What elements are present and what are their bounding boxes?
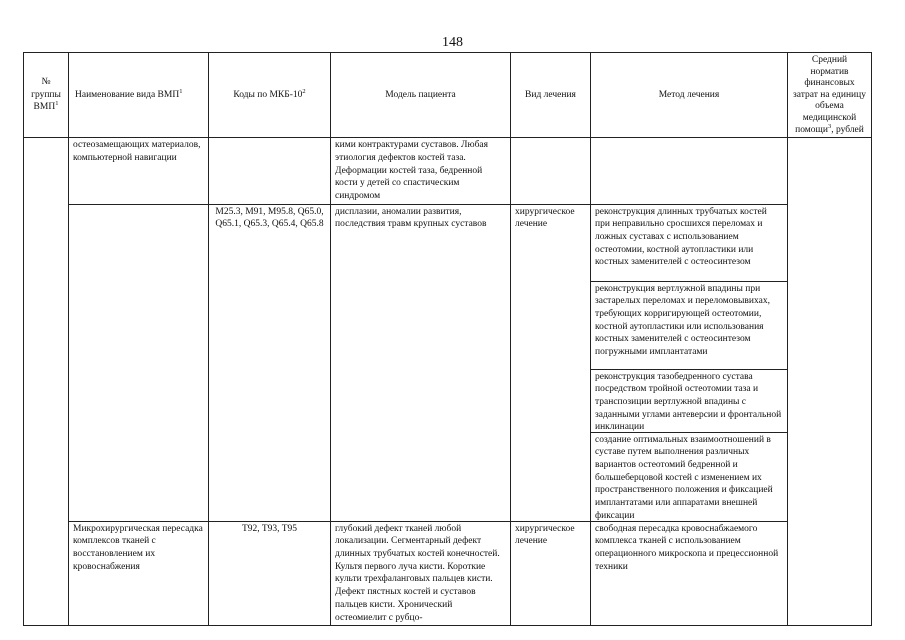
header-cost: Средний норматив финансовых затрат на единицу объема медицинской помощи$^3$, рублей [788, 53, 872, 138]
model-cell: глубокий дефект тканей любой локализации. Сегментарный дефект длинных трубчатых костей конечностей. Культя первого луча кисти. Короткие культи трехфаланговых пальцев кисти. Дефект пястных костей и суставов пальцев кисти. Хронический остеомиелит с рубцо- [331, 521, 511, 626]
header-name: Наименование вида ВМП$^1$ [69, 53, 209, 138]
name-cell [69, 204, 209, 521]
header-treatment: Вид лечения [511, 53, 591, 138]
model-cell: дисплазии, аномалии развития, последствия травм крупных суставов [331, 204, 511, 521]
header-method: Метод лечения [591, 53, 788, 138]
treatment-cell: хирургическое лечение [511, 204, 591, 521]
header-model: Модель пациента [331, 53, 511, 138]
vmp-table [23, 52, 872, 626]
table-row [24, 521, 872, 626]
method-entry: создание оптимальных взаимоотношений в суставе путем выполнения различных вариантов остеотомий бедренной и большеберцовой костей с изменением их пространственного положения и фиксацией имплантатами или аппаратами внешней фиксации [591, 432, 787, 521]
cost-cell [788, 138, 872, 626]
codes-cell: T92, T93, T95 [209, 521, 331, 626]
method-cell: свободная пересадка кровоснабжаемого комплекса тканей с использованием операционного микроскопа и прецессионной техники [591, 521, 788, 626]
group-cell [24, 138, 69, 626]
treatment-cell: хирургическое лечение [511, 521, 591, 626]
table-row [24, 138, 872, 205]
header-group: № группы ВМП$^1$ [24, 53, 69, 138]
header-row [24, 53, 872, 138]
name-cell: остеозамещающих материалов, компьютерной навигации [69, 138, 209, 205]
codes-cell [209, 138, 331, 205]
method-entry: реконструкция вертлужной впадины при застарелых переломах и переломовывихах, требующих корригирующей остеотомии, костной аутопластики или использования костных заменителей с остеосинтезом погружными имплантатами [591, 281, 787, 369]
header-codes: Коды по МКБ-$10^2$ [209, 53, 331, 138]
method-cell [591, 204, 788, 521]
method-entry: реконструкция длинных трубчатых костей при неправильно сросшихся переломах и ложных суставах с использованием остеотомии, костной аутопластики или костных заменителей с остеосинтезом [595, 206, 767, 268]
treatment-cell [511, 138, 591, 205]
model-cell: кими контрактурами суставов. Любая этиология дефектов костей таза. Деформации костей таза, бедренной кости у детей со спастическим синдромом [331, 138, 511, 205]
name-cell: Микрохирургическая пересадка комплексов тканей с восстановлением их кровоснабжения [69, 521, 209, 626]
page-number: 148 [442, 35, 463, 50]
table-row [24, 204, 872, 521]
codes-cell: M25.3, M91, M95.8, Q65.0, Q65.1, Q65.3, Q65.4, Q65.8 [209, 204, 331, 521]
method-entry: реконструкция тазобедренного сустава посредством тройной остеотомии таза и транспозиции вертлужной впадины с заданными углами антеверсии и фронтальной инклинации [591, 369, 787, 432]
method-cell [591, 138, 788, 205]
